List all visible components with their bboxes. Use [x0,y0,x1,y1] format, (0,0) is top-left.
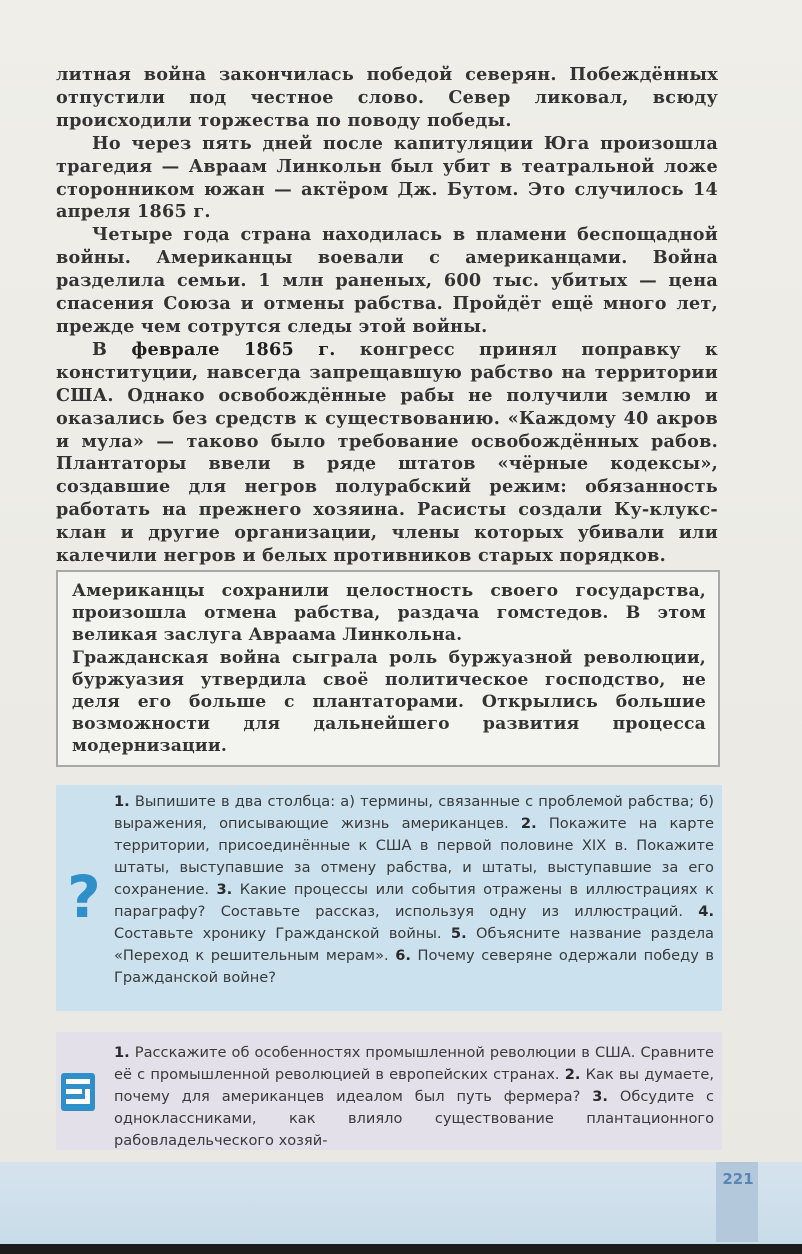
main-text [56,64,718,568]
question-1-number: 1. [114,793,130,810]
paragraph-4-prefix: В [92,338,132,360]
paragraph-3-text: Четыре года страна находилась в пламени беспощадной войны. Американцы воевали с американцами. Война разделила семьи. 1 млн раненых, 600 тыс. убитых — цена спасения Союза и отмены рабства. Пройдёт ещё много лет, прежде чем сотрутся следы этой войны. [56,224,718,337]
question-5-number: 5. [450,925,467,942]
question-5-text: Объясните название раздела «Переход к решительным мерам». [114,925,714,964]
task-book-icon [60,1072,96,1112]
questions-block [56,785,722,1011]
paragraph-1-text: литная война закончилась победой северян. Побеждённых отпустили под честное слово. Север ликовал, всюду происходили торжества по поводу победы. [56,64,718,131]
conclusion-box [56,570,720,767]
question-6-number: 6. [395,947,411,964]
question-3-number: 3. [216,881,233,898]
tasks-block [56,1032,722,1150]
question-6-text: Почему северяне одержали победу в Гражданской войне? [114,947,715,986]
page-number: 221 [722,1170,754,1188]
paragraph-4 [56,339,718,568]
task-2-number: 2. [564,1066,581,1083]
question-2-text: Покажите на карте территории, присоединённые к США в первой половине XIX в. Покажите штаты, выступавшие за отмену рабства, и штаты, выступавшие за его сохранение. [114,815,714,898]
conclusion-line-1: Американцы сохранили целостность своего государства, произошла отмена рабства, раздача гомстедов. В этом великая заслуга Авраама Линкольна. [72,581,706,646]
question-mark-icon: ? [67,863,101,931]
page-footer-band [0,1162,802,1254]
task-1-number: 1. [114,1044,130,1061]
task-2-text: Как вы думаете, почему для американцев идеалом был путь фермера? [114,1066,714,1105]
question-4-number: 4. [698,903,714,920]
questions-text [114,791,714,989]
paragraph-3 [56,224,718,339]
question-3-text: Какие процессы или события отражены в иллюстрациях к параграфу? Составьте рассказ, используя одну из иллюстраций. [114,881,714,920]
paragraph-2-text: Но через пять дней после капитуляции Юга произошла трагедия — Авраам Линкольн был убит в театральной ложе сторонником южан — актёром Дж. Бутом. Это случилось 14 апреля 1865 г. [56,132,718,223]
paragraph-4-emphasis: феврале 1865 г. [131,338,336,360]
task-3-number: 3. [592,1088,608,1105]
task-3-text: Обсудите с одноклассниками, как влияло существование плантационного рабовладельческого хозяй- [114,1088,714,1149]
scan-edge [0,1244,802,1254]
conclusion-line-2: Гражданская война сыграла роль буржуазной революции, буржуазия утвердила своё политическое господство, не деля его больше с плантаторами. Открылись большие возможности для дальнейшего развития процесса модернизации. [72,647,706,757]
task-1-text: Расскажите об особенностях промышленной революции в США. Сравните её с промышленной революцией в европейских странах. [114,1044,714,1083]
paragraph-4-text: конгресс принял поправку к конституции, навсегда запрещавшую рабство на территории США. Однако освобождённые рабы не получили землю и оказались без средств к существованию. «Каждому 40 акров и мула» — таково было требование освобождённых рабов. Плантаторы ввели в ряде штатов «чёрные кодексы», создавшие для негров полурабский режим: обязанность работать на прежнего хозяина. Расисты создали Ку-клукс-клан и другие организации, члены которых убивали или калечили негров и белых противников старых порядков. [56,338,718,567]
paragraph-2 [56,133,718,225]
tasks-text [114,1042,714,1152]
paragraph-1 [56,64,718,133]
question-2-number: 2. [520,815,537,832]
question-1-text: Выпишите в два столбца: а) термины, связанные с проблемой рабства; б) выражения, описывающие жизнь американцев. [114,793,714,832]
question-4-text: Составьте хронику Гражданской войны. [114,925,451,942]
